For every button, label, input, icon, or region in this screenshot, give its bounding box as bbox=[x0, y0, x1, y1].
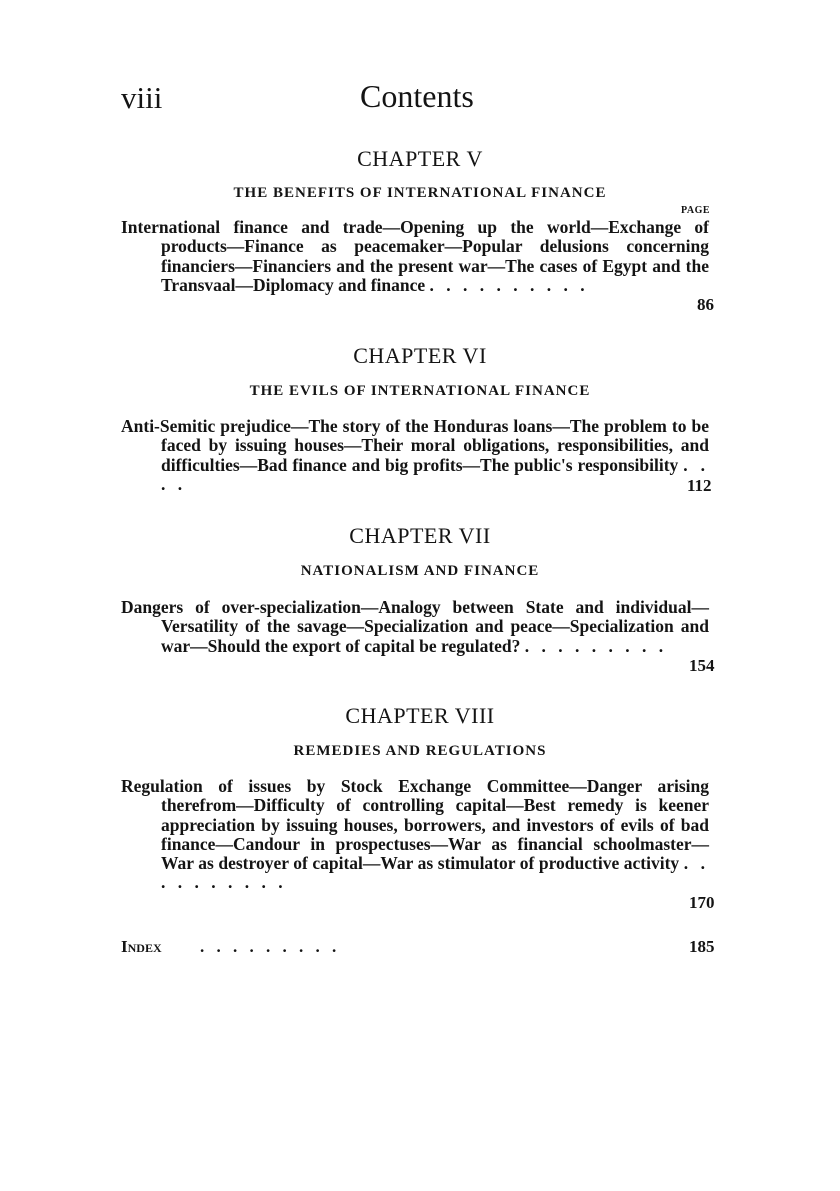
chapter-5-page-number: 86 bbox=[697, 295, 714, 314]
index-page-number: 185 bbox=[689, 937, 715, 956]
index-dot-leader: . . . . . . . . . bbox=[200, 937, 341, 956]
chapter-8-summary bbox=[121, 777, 709, 893]
chapter-8-summary-text: Regulation of issues by Stock Exchange Committee—Danger arising therefrom—Difficulty of controlling capital—Best remedy is keener appreciation by issuing houses, borrowers, and investors of evils of bad finance—Candour in prospectuses—War as financial schoolmaster—War as destroyer of capital—War as stimulator of productive activity bbox=[121, 776, 709, 874]
chapter-7-summary bbox=[121, 598, 709, 656]
chapter-5-subtitle: THE BENEFITS OF INTERNATIONAL FINANCE bbox=[233, 185, 607, 201]
chapter-6-heading: CHAPTER VI bbox=[353, 343, 487, 368]
page-title: Contents bbox=[360, 78, 474, 114]
page-column-label: PAGE bbox=[681, 205, 711, 216]
chapter-5-dot-leader: . . . . . . . . . . bbox=[429, 274, 589, 295]
chapter-8-heading: CHAPTER VIII bbox=[345, 703, 495, 728]
chapter-8-dot-leader: . . . . . . . . . . bbox=[161, 853, 710, 893]
chapter-7-summary-text: Dangers of over-specialization—Analogy between State and individual—Versatility of the savage—Specialization and peace—Specialization and war—Should the export of capital be regulated? bbox=[121, 597, 709, 656]
chapter-6-summary-text: Anti-Semitic prejudice—The story of the Honduras loans—The problem to be faced by issuing houses—Their moral obligations, responsibilities, and difficulties—Bad finance and big profits—The public's responsibility bbox=[121, 416, 709, 475]
page-folio: viii bbox=[121, 80, 163, 115]
index-label: Index bbox=[121, 937, 162, 956]
chapter-6-subtitle: THE EVILS OF INTERNATIONAL FINANCE bbox=[249, 383, 591, 399]
chapter-7-page-number: 154 bbox=[689, 656, 715, 675]
chapter-7-subtitle: NATIONALISM AND FINANCE bbox=[300, 563, 540, 579]
chapter-8-page-number: 170 bbox=[689, 893, 715, 912]
chapter-6-dot-leader: . . . . bbox=[161, 454, 709, 494]
chapter-7-heading: CHAPTER VII bbox=[349, 523, 491, 548]
chapter-6-summary bbox=[121, 417, 709, 494]
chapter-5-heading: CHAPTER V bbox=[357, 146, 483, 171]
chapter-7-dot-leader: . . . . . . . . . bbox=[524, 635, 668, 656]
chapter-6-page-number: 112 bbox=[687, 476, 712, 495]
chapter-8-subtitle: REMEDIES AND REGULATIONS bbox=[293, 743, 547, 759]
chapter-5-summary-text: International finance and trade—Opening up the world—Exchange of products—Finance as peacemaker—Popular delusions concerning financiers—Financiers and the present war—The cases of Egypt and the Transvaal—Diplomacy and finance bbox=[121, 217, 709, 295]
chapter-5-summary bbox=[121, 218, 709, 295]
